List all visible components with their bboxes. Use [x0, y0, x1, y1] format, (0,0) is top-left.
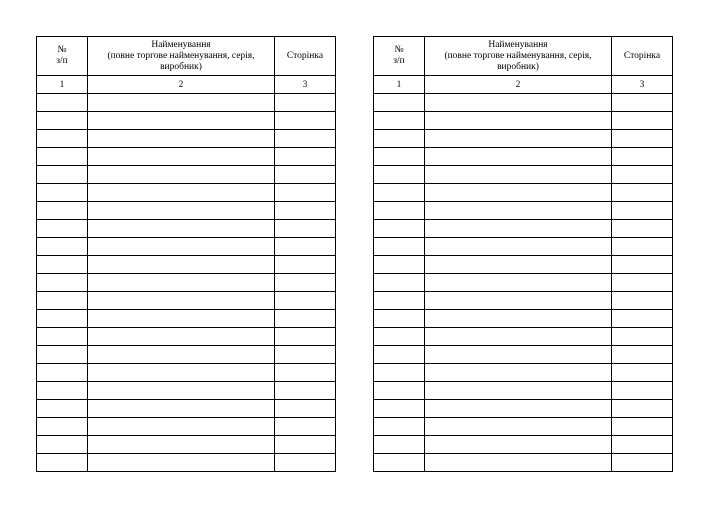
row-name-cell	[425, 346, 612, 364]
table-row	[374, 310, 673, 328]
row-number-cell	[374, 202, 425, 220]
table-row	[37, 94, 336, 112]
row-page-cell	[275, 130, 336, 148]
table-row	[37, 328, 336, 346]
register-table-right	[373, 36, 673, 472]
row-name-cell	[425, 382, 612, 400]
name-subtitle-line-2: виробник)	[160, 61, 202, 72]
table-row	[374, 400, 673, 418]
row-page-cell	[612, 220, 673, 238]
row-name-cell	[88, 112, 275, 130]
row-page-cell	[275, 94, 336, 112]
row-page-cell	[275, 310, 336, 328]
row-number-cell	[374, 220, 425, 238]
column-index-2: 2	[88, 76, 275, 94]
table-row	[374, 130, 673, 148]
row-name-cell	[88, 310, 275, 328]
column-index-row	[374, 76, 673, 94]
header-row	[37, 37, 336, 76]
row-name-cell	[425, 220, 612, 238]
row-number-cell	[37, 256, 88, 274]
table-row	[37, 382, 336, 400]
table-row	[374, 328, 673, 346]
row-name-cell	[88, 94, 275, 112]
row-number-cell	[374, 94, 425, 112]
row-page-cell	[275, 220, 336, 238]
row-number-cell	[374, 166, 425, 184]
row-number-cell	[374, 382, 425, 400]
column-index-3: 3	[612, 76, 673, 94]
number-abbrev: з/п	[393, 56, 405, 66]
row-name-cell	[425, 256, 612, 274]
row-number-cell	[37, 220, 88, 238]
row-name-cell	[88, 418, 275, 436]
table-row	[374, 436, 673, 454]
table-row	[37, 436, 336, 454]
table-row	[37, 220, 336, 238]
row-name-cell	[425, 94, 612, 112]
row-page-cell	[612, 310, 673, 328]
row-page-cell	[612, 202, 673, 220]
row-page-cell	[612, 454, 673, 472]
column-index-2: 2	[425, 76, 612, 94]
row-page-cell	[275, 148, 336, 166]
row-page-cell	[275, 274, 336, 292]
row-number-cell	[37, 94, 88, 112]
table-row	[374, 364, 673, 382]
row-page-cell	[275, 436, 336, 454]
row-number-cell	[374, 148, 425, 166]
row-page-cell	[612, 94, 673, 112]
row-name-cell	[88, 454, 275, 472]
register-body	[37, 94, 336, 472]
table-row	[374, 382, 673, 400]
table-row	[374, 454, 673, 472]
row-page-cell	[275, 400, 336, 418]
row-name-cell	[425, 112, 612, 130]
table-row	[374, 166, 673, 184]
row-name-cell	[88, 184, 275, 202]
row-name-cell	[425, 400, 612, 418]
row-number-cell	[37, 346, 88, 364]
row-number-cell	[37, 202, 88, 220]
table-row	[374, 238, 673, 256]
row-page-cell	[275, 238, 336, 256]
row-name-cell	[88, 346, 275, 364]
row-number-cell	[374, 292, 425, 310]
table-row	[37, 130, 336, 148]
row-page-cell	[612, 184, 673, 202]
column-index-3: 3	[275, 76, 336, 94]
row-number-cell	[37, 166, 88, 184]
page-column-header: Сторінка	[275, 37, 336, 76]
row-page-cell	[275, 328, 336, 346]
table-row	[374, 184, 673, 202]
row-number-cell	[37, 418, 88, 436]
row-page-cell	[275, 292, 336, 310]
row-page-cell	[275, 256, 336, 274]
number-sign: №	[57, 45, 67, 55]
row-page-cell	[612, 328, 673, 346]
row-name-cell	[88, 274, 275, 292]
row-name-cell	[425, 130, 612, 148]
row-page-cell	[275, 112, 336, 130]
row-name-cell	[425, 364, 612, 382]
table-row	[37, 400, 336, 418]
row-number-cell	[374, 418, 425, 436]
row-page-cell	[275, 184, 336, 202]
row-number-cell	[37, 292, 88, 310]
row-page-cell	[612, 148, 673, 166]
row-name-cell	[425, 436, 612, 454]
table-row	[374, 256, 673, 274]
row-name-cell	[425, 418, 612, 436]
table-row	[37, 454, 336, 472]
table-row	[37, 292, 336, 310]
row-number-cell	[37, 148, 88, 166]
table-row	[374, 112, 673, 130]
page-column-header: Сторінка	[612, 37, 673, 76]
row-number-cell	[374, 436, 425, 454]
table-row	[374, 148, 673, 166]
name-title: Найменування	[488, 39, 548, 50]
row-name-cell	[425, 184, 612, 202]
row-number-cell	[374, 184, 425, 202]
row-name-cell	[425, 202, 612, 220]
name-subtitle-line-1: (повне торгове найменування, серія,	[107, 50, 255, 61]
row-number-cell	[37, 328, 88, 346]
row-page-cell	[612, 256, 673, 274]
name-subtitle-line-1: (повне торгове найменування, серія,	[444, 50, 592, 61]
row-number-cell	[37, 112, 88, 130]
row-page-cell	[612, 274, 673, 292]
row-name-cell	[88, 202, 275, 220]
number-abbrev: з/п	[56, 56, 68, 66]
row-page-cell	[612, 292, 673, 310]
row-page-cell	[612, 130, 673, 148]
row-name-cell	[88, 400, 275, 418]
row-number-cell	[37, 274, 88, 292]
row-number-cell	[374, 274, 425, 292]
row-number-cell	[374, 346, 425, 364]
row-page-cell	[275, 166, 336, 184]
number-column-header	[37, 37, 88, 76]
row-number-cell	[374, 112, 425, 130]
table-row	[37, 148, 336, 166]
table-row	[37, 418, 336, 436]
column-index-row	[37, 76, 336, 94]
row-page-cell	[612, 166, 673, 184]
row-page-cell	[275, 202, 336, 220]
row-page-cell	[612, 346, 673, 364]
row-number-cell	[37, 310, 88, 328]
name-subtitle-line-2: виробник)	[497, 61, 539, 72]
column-index-1: 1	[374, 76, 425, 94]
row-number-cell	[374, 328, 425, 346]
row-name-cell	[425, 454, 612, 472]
row-name-cell	[88, 292, 275, 310]
row-name-cell	[88, 220, 275, 238]
row-page-cell	[612, 112, 673, 130]
table-row	[37, 184, 336, 202]
row-number-cell	[374, 400, 425, 418]
header-row	[374, 37, 673, 76]
table-row	[374, 346, 673, 364]
table-row	[37, 310, 336, 328]
row-number-cell	[37, 382, 88, 400]
row-number-cell	[37, 400, 88, 418]
register-body	[374, 94, 673, 472]
row-name-cell	[88, 364, 275, 382]
row-name-cell	[425, 310, 612, 328]
row-name-cell	[425, 274, 612, 292]
row-name-cell	[88, 130, 275, 148]
table-row	[37, 256, 336, 274]
number-sign: №	[394, 45, 404, 55]
row-page-cell	[275, 364, 336, 382]
table-row	[37, 202, 336, 220]
row-number-cell	[37, 454, 88, 472]
row-page-cell	[612, 418, 673, 436]
table-row	[37, 238, 336, 256]
table-row	[374, 94, 673, 112]
row-page-cell	[612, 238, 673, 256]
row-name-cell	[88, 328, 275, 346]
table-row	[374, 418, 673, 436]
row-name-cell	[425, 238, 612, 256]
row-number-cell	[37, 364, 88, 382]
row-page-cell	[275, 418, 336, 436]
row-name-cell	[425, 292, 612, 310]
row-number-cell	[37, 238, 88, 256]
name-column-header	[425, 37, 612, 76]
table-row	[37, 274, 336, 292]
row-page-cell	[612, 436, 673, 454]
register-table-left	[36, 36, 336, 472]
table-row	[374, 220, 673, 238]
row-page-cell	[612, 382, 673, 400]
row-page-cell	[275, 454, 336, 472]
table-row	[37, 346, 336, 364]
row-name-cell	[88, 148, 275, 166]
row-name-cell	[88, 238, 275, 256]
row-name-cell	[88, 436, 275, 454]
row-number-cell	[374, 256, 425, 274]
number-column-header	[374, 37, 425, 76]
row-name-cell	[425, 328, 612, 346]
table-row	[374, 274, 673, 292]
table-row	[374, 202, 673, 220]
row-number-cell	[374, 310, 425, 328]
row-number-cell	[374, 364, 425, 382]
row-name-cell	[88, 166, 275, 184]
table-row	[37, 364, 336, 382]
row-name-cell	[425, 148, 612, 166]
row-number-cell	[374, 454, 425, 472]
row-number-cell	[37, 436, 88, 454]
row-page-cell	[612, 364, 673, 382]
column-index-1: 1	[37, 76, 88, 94]
table-row	[37, 112, 336, 130]
row-name-cell	[425, 166, 612, 184]
row-page-cell	[612, 400, 673, 418]
row-number-cell	[374, 130, 425, 148]
name-column-header	[88, 37, 275, 76]
name-title: Найменування	[151, 39, 211, 50]
row-number-cell	[374, 238, 425, 256]
row-name-cell	[88, 256, 275, 274]
row-number-cell	[37, 184, 88, 202]
row-page-cell	[275, 346, 336, 364]
row-name-cell	[88, 382, 275, 400]
table-row	[37, 166, 336, 184]
row-number-cell	[37, 130, 88, 148]
table-row	[374, 292, 673, 310]
row-page-cell	[275, 382, 336, 400]
